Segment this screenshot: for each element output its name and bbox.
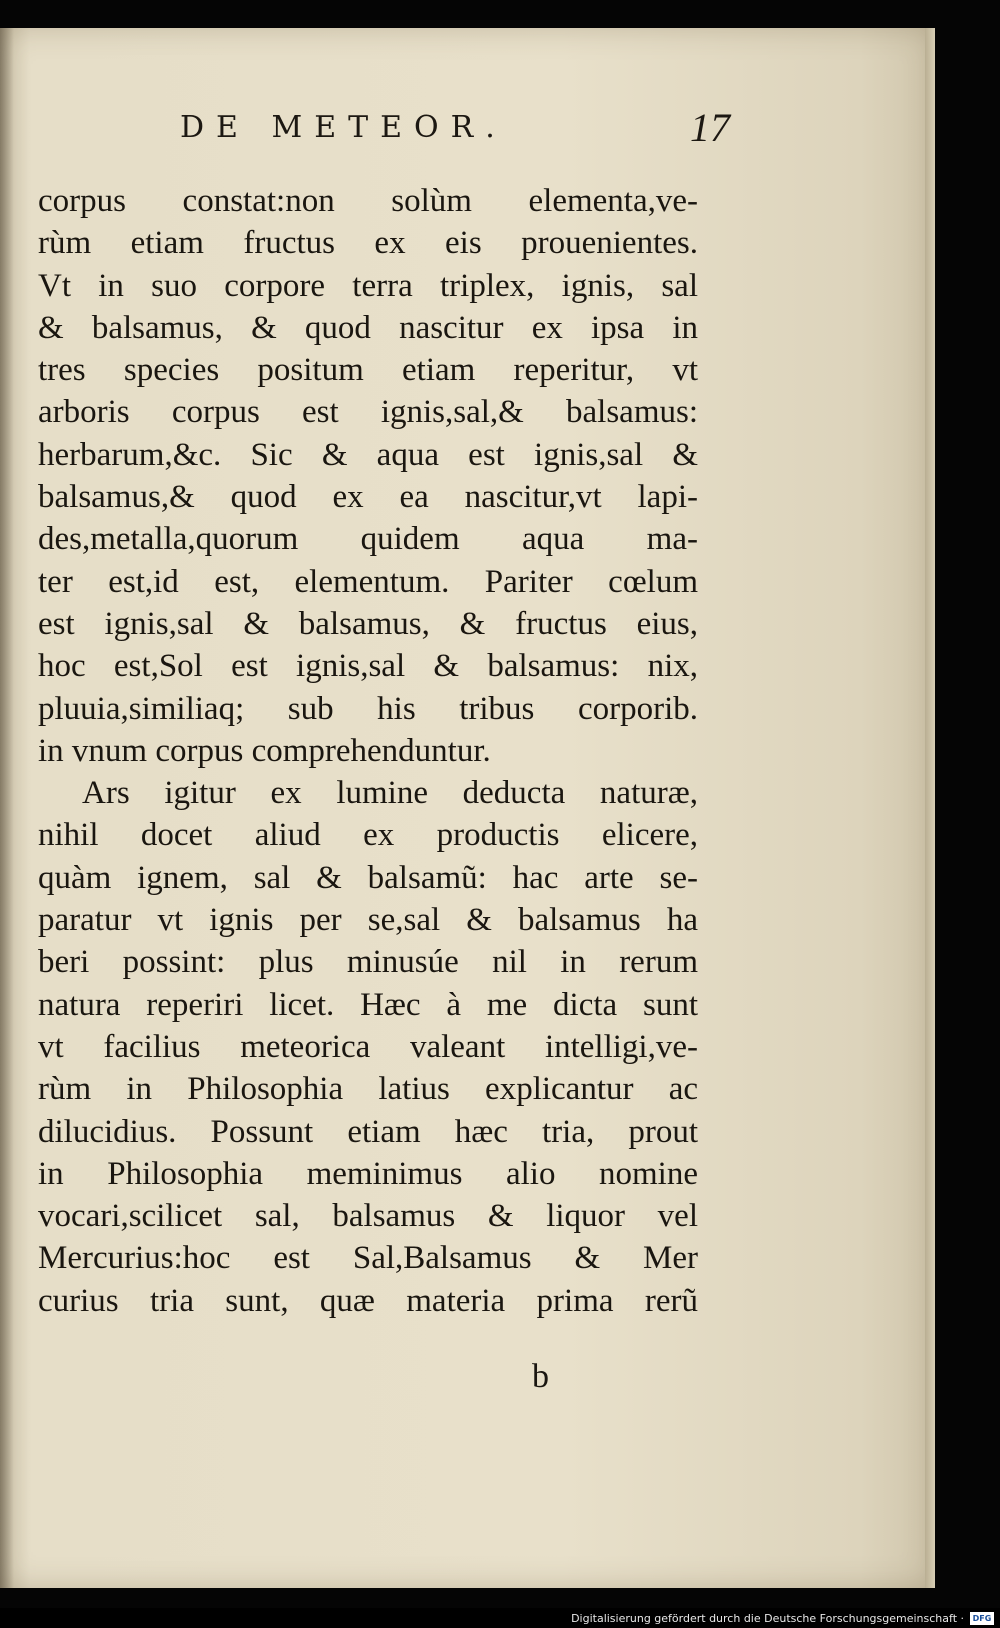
text-line: & balsamus, & quod nascitur ex ipsa in xyxy=(38,309,698,346)
text-line: pluuia,similiaq; sub his tribus corporib. xyxy=(38,690,698,727)
text-line: vocari,scilicet sal, balsamus & liquor vel xyxy=(38,1198,698,1235)
text-line: paratur vt ignis per se,sal & balsamus ha xyxy=(38,902,698,939)
text-line: Mercurius:hoc est Sal,Balsamus & Mer xyxy=(38,1240,698,1277)
text-line: dilucidius. Possunt etiam hæc tria, prout xyxy=(38,1113,698,1150)
text-line: arboris corpus est ignis,sal,& balsamus: xyxy=(38,394,698,431)
footer-bar xyxy=(0,1608,1000,1628)
text-line: tres species positum etiam reperitur, vt xyxy=(38,352,698,389)
text-line: est ignis,sal & balsamus, & fructus eius, xyxy=(38,605,698,642)
text-line: corpus constat:non solùm elementa,ve- xyxy=(38,183,698,219)
text-line: beri possint: plus minusúe nil in rerum xyxy=(38,944,698,981)
text-line: herbarum,&c. Sic & aqua est ignis,sal & xyxy=(38,436,698,473)
page-edge xyxy=(925,28,935,1588)
running-title: DE METEOR. xyxy=(180,110,507,145)
text-line: Vt in suo corpore terra triplex, ignis, sal xyxy=(38,267,698,304)
dfg-logo-icon: DFG xyxy=(970,1612,994,1625)
text-line: nihil docet aliud ex productis elicere, xyxy=(38,817,698,854)
body-text xyxy=(38,180,698,1322)
text-line: natura reperiri licet. Hæc à me dicta sunt xyxy=(38,986,698,1023)
text-line: rùm in Philosophia latius explicantur ac xyxy=(38,1071,698,1108)
text-line: in Philosophia meminimus alio nomine xyxy=(38,1155,698,1192)
funding-credit: Digitalisierung gefördert durch die Deutsche Forschungsgemeinschaft · xyxy=(571,1612,964,1625)
text-line: balsamus,& quod ex ea nascitur,vt lapi- xyxy=(38,479,698,516)
page-number: 17 xyxy=(690,105,730,150)
text-line: hoc est,Sol est ignis,sal & balsamus: nix, xyxy=(38,648,698,685)
text-line: vt facilius meteorica valeant intelligi,ve- xyxy=(38,1028,698,1065)
book-page xyxy=(0,28,935,1588)
text-line: ter est,id est, elementum. Pariter cœlum xyxy=(38,563,698,600)
page-header xyxy=(170,105,730,160)
spine-shadow xyxy=(0,28,14,1588)
text-line: curius tria sunt, quæ materia prima rerũ xyxy=(38,1282,698,1319)
text-line: in vnum corpus comprehenduntur. xyxy=(38,732,491,769)
text-line: Ars igitur ex lumine deducta naturæ, xyxy=(82,775,698,812)
text-line: rùm etiam fructus ex eis prouenientes. xyxy=(38,225,698,262)
text-line: quàm ignem, sal & balsamũ: hac arte se- xyxy=(38,859,698,896)
signature-mark: b xyxy=(532,1358,549,1395)
text-line: des,metalla,quorum quidem aqua ma- xyxy=(38,521,698,558)
